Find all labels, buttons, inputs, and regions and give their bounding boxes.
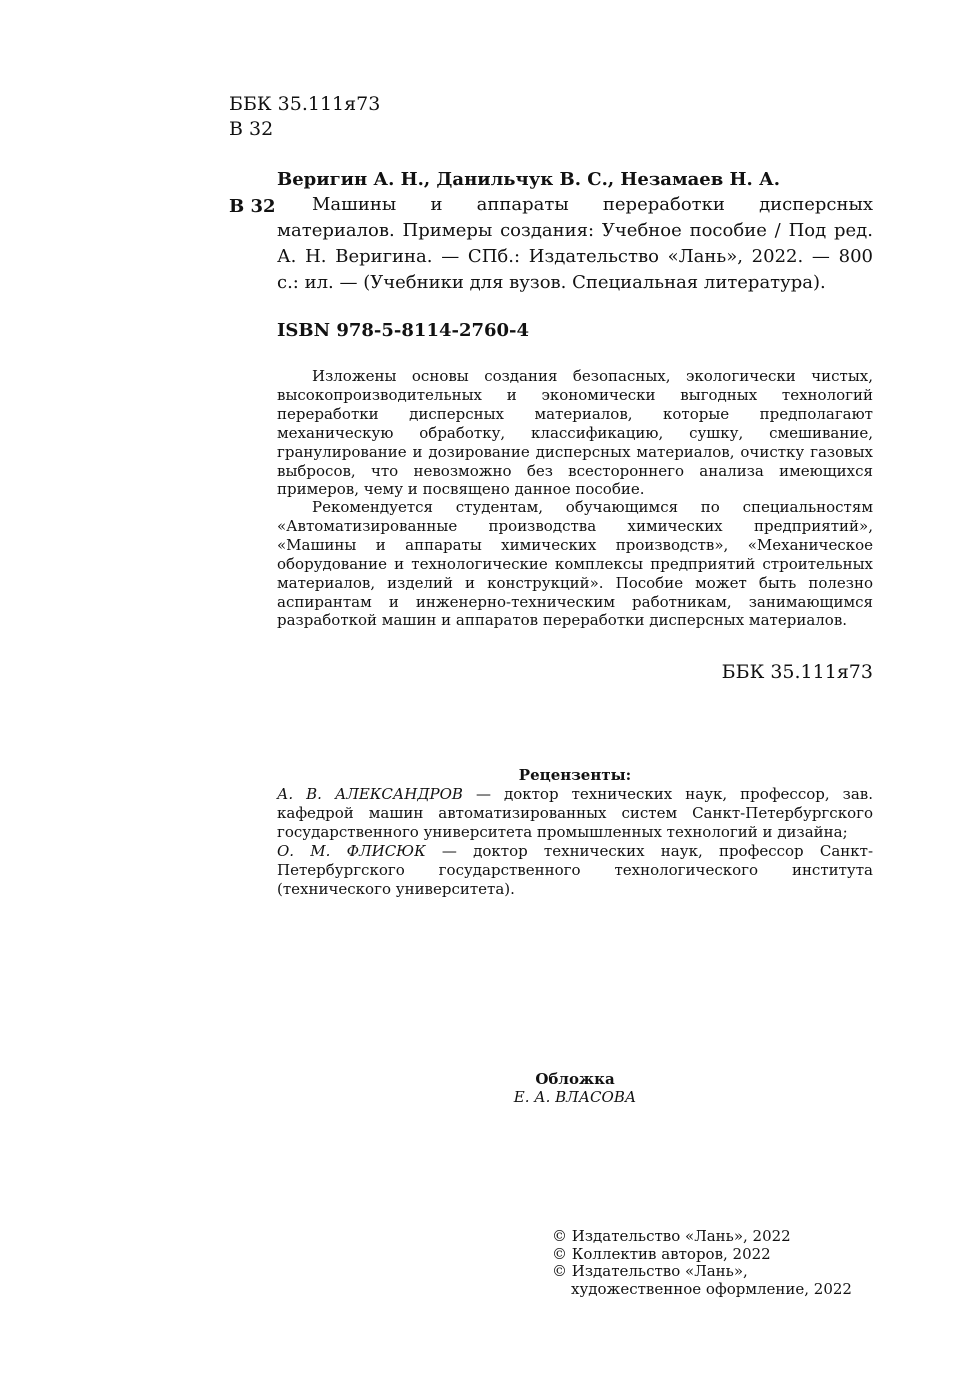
copyright-line-1: © Издательство «Лань», 2022 [552, 1227, 791, 1245]
copyright-line-3: © Издательство «Лань», [552, 1262, 748, 1280]
cover-credit-title: Обложка [535, 1070, 615, 1088]
reviewer-2-description: — доктор технических наук, профессор Санкт-Петербургского государственного технологического института (технического университета). [277, 842, 874, 898]
annotation-paragraph-2: Рекомендуется студентам, обучающимся по специальностям «Автоматизированные производства химических предприятий», «Машины и аппараты химических производств», «Механическое оборудование и технологические комплексы предприятий строительных материалов, изделий и конструкций». Пособие может быть полезно аспирантам и инженерно-техническим работникам, занимающимся разработкой машин и аппаратов переработки дисперсных материалов. [277, 498, 873, 630]
copyright-block [552, 1228, 882, 1298]
copyright-line-2: © Коллектив авторов, 2022 [552, 1244, 771, 1263]
reviewer-2-name: О. М. ФЛИСЮК [277, 842, 426, 860]
copyright-line-4: художественное оформление, 2022 [571, 1279, 852, 1298]
reviewer-1 [277, 785, 873, 842]
cutter-code-top: В 32 [229, 118, 274, 140]
bbk-code-top: ББК 35.111я73 [229, 93, 381, 115]
cover-designer-name: Е. А. ВЛАСОВА [513, 1088, 637, 1106]
isbn: ISBN 978-5-8114-2760-4 [277, 320, 530, 341]
bibliographic-description [277, 192, 873, 296]
series-title: (Учебники для вузов. Специальная литература). [363, 272, 826, 293]
reviewer-2 [277, 842, 873, 899]
bibliographic-text: Машины и аппараты переработки дисперсных материалов. Примеры создания: Учебное пособие / Под ред. А. Н. Веригина. — СПб.: Издательство «Лань», 2022. — 800 с.: ил. — [277, 194, 873, 293]
reviewer-1-name: А. В. АЛЕКСАНДРОВ [277, 785, 463, 803]
bbk-code-bottom: ББК 35.111я73 [721, 661, 873, 683]
authors: Веригин А. Н., Данильчук В. С., Незамаев Н. А. [277, 169, 780, 190]
reviewers-title: Рецензенты: [518, 766, 632, 784]
reviewer-1-description: — доктор технических наук, профессор, зав. кафедрой машин автоматизированных систем Санкт-Петербургского государственного университета промышленных технологий и дизайна; [277, 785, 873, 841]
annotation-paragraph-1: Изложены основы создания безопасных, экологически чистых, высокопроизводительных и экономически выгодных технологий переработки дисперсных материалов, которые предполагают механическую обработку, классификацию, сушку, смешивание, гранулирование и дозирование дисперсных материалов, очистку газовых выбросов, что невозможно без всестороннего анализа имеющихся примеров, чему и посвящено данное пособие. [277, 367, 873, 499]
cutter-code-left: В 32 [229, 196, 276, 217]
